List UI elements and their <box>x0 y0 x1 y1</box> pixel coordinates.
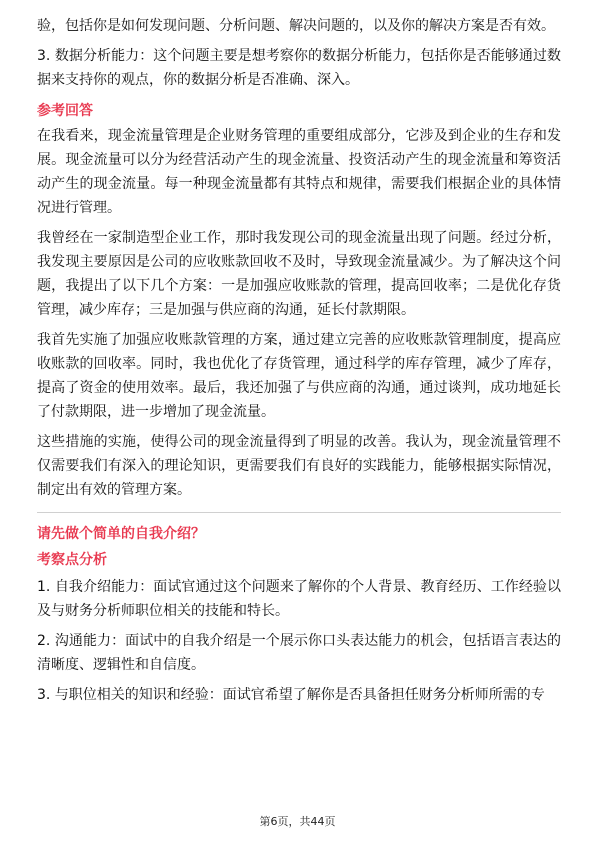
analysis-point-3: 3. 数据分析能力：这个问题主要是想考察你的数据分析能力，包括你是否能够通过数据来支持你的观点，你的数据分析是否准确、深入。 <box>37 48 561 88</box>
analysis-heading: 考察点分析 <box>37 552 107 568</box>
analysis-point-3b: 3. 与职位相关的知识和经验：面试官希望了解你是否具备担任财务分析师所需的专 <box>37 687 545 703</box>
document-page <box>37 14 561 713</box>
answer-paragraph: 在我看来，现金流量管理是企业财务管理的重要组成部分，它涉及到企业的生存和发展。现金流量可以分为经营活动产生的现金流量、投资活动产生的现金流量和筹资活动产生的现金流量。每一种现金流量都有其特点和规律，需要我们根据企业的具体情况进行管理。 <box>37 128 561 216</box>
reference-answer-heading: 参考回答 <box>37 103 93 119</box>
analysis-point-2: 2. 沟通能力：面试中的自我介绍是一个展示你口头表达能力的机会，包括语言表达的清晰度、逻辑性和自信度。 <box>37 633 561 673</box>
answer-paragraph: 我曾经在一家制造型企业工作，那时我发现公司的现金流量出现了问题。经过分析，我发现主要原因是公司的应收账款回收不及时，导致现金流量减少。为了解决这个问题，我提出了以下几个方案：一是加强应收账款的管理，提高回收率；二是优化存货管理，减少库存；三是加强与供应商的沟通，延长付款期限。 <box>37 230 561 318</box>
answer-paragraph: 这些措施的实施，使得公司的现金流量得到了明显的改善。我认为，现金流量管理不仅需要我们有深入的理论知识，更需要我们有良好的实践能力，能够根据实际情况，制定出有效的管理方案。 <box>37 434 561 498</box>
section-divider <box>37 512 561 513</box>
answer-paragraph: 我首先实施了加强应收账款管理的方案，通过建立完善的应收账款管理制度，提高应收账款的回收率。同时，我也优化了存货管理，通过科学的库存管理，减少了库存，提高了资金的使用效率。最后，我还加强了与供应商的沟通，通过谈判，成功地延长了付款期限，进一步增加了现金流量。 <box>37 332 561 420</box>
question-title: 请先做个简单的自我介绍？ <box>37 526 205 542</box>
analysis-point-1: 1. 自我介绍能力：面试官通过这个问题来了解你的个人背景、教育经历、工作经验以及与财务分析师职位相关的技能和特长。 <box>37 579 561 619</box>
continuation-paragraph: 验，包括你是如何发现问题、分析问题、解决问题的，以及你的解决方案是否有效。 <box>37 18 555 34</box>
page-number: 第6页，共44页 <box>259 815 336 828</box>
